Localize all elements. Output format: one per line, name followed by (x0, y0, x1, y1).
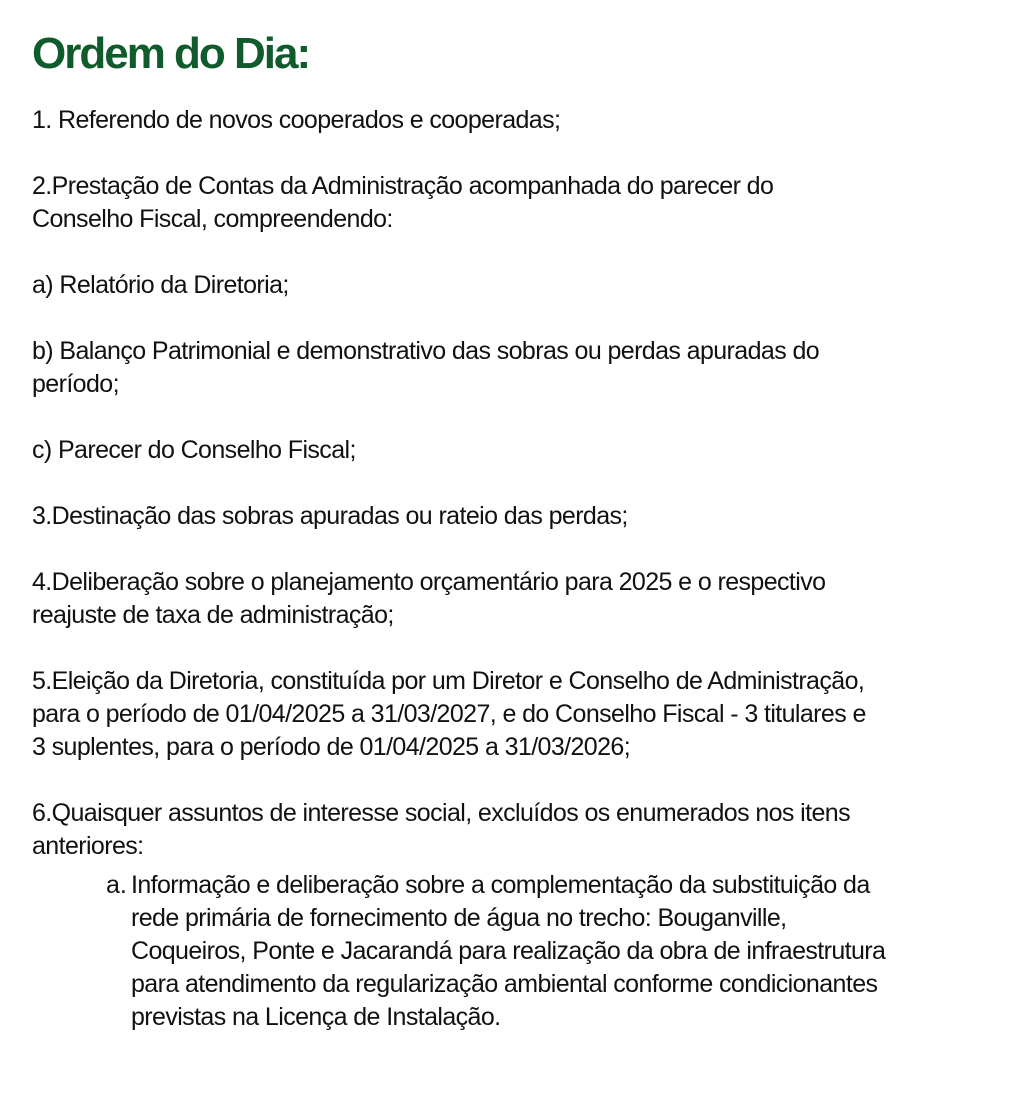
agenda-item-3: 3.Destinação das sobras apuradas ou rateio das perdas; (32, 502, 628, 530)
agenda-document (32, 26, 1002, 1034)
agenda-item-5: 5.Eleição da Diretoria, constituída por um Diretor e Conselho de Administração, para o período de 01/04/2025 a 31/03/2027, e do Conselho Fiscal - 3 titulares e 3 suplentes, para o período de 01/04/2025 a 31/03/2026; (32, 667, 866, 761)
agenda-item-2: 2.Prestação de Contas da Administração acompanhada do parecer do Conselho Fiscal, compreendendo: (32, 172, 774, 233)
agenda-item-1: 1. Referendo de novos cooperados e cooperadas; (32, 106, 561, 134)
agenda-item-4: 4.Deliberação sobre o planejamento orçamentário para 2025 e o respectivo reajuste de taxa de administração; (32, 568, 826, 629)
page-title: Ordem do Dia: (32, 29, 310, 78)
agenda-item-2b: b) Balanço Patrimonial e demonstrativo das sobras ou perdas apuradas do período; (32, 337, 820, 398)
agenda-sublist (32, 869, 1002, 1034)
agenda-item-6: 6.Quaisquer assuntos de interesse social, excluídos os enumerados nos itens anteriores: (32, 799, 850, 860)
agenda-item-2a: a) Relatório da Diretoria; (32, 271, 289, 299)
agenda-subitem-a: Informação e deliberação sobre a complementação da substituição da rede primária de fornecimento de água no trecho: Bouganville, Coqueiros, Ponte e Jacarandá para realização da obra de infraestrutura para atendimento da regularização ambiental conforme condicionantes previstas na Licença de Instalação. (131, 871, 886, 1031)
agenda-item-2c: c) Parecer do Conselho Fiscal; (32, 436, 356, 464)
sublist-marker: a. (106, 871, 127, 899)
